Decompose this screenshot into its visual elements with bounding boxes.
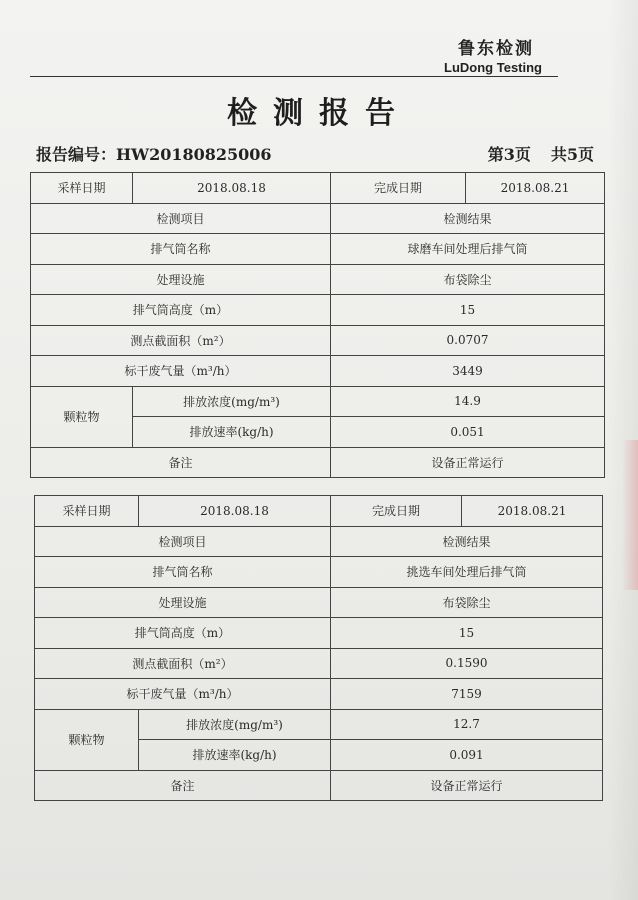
item-header: 检测项目 — [35, 526, 331, 557]
rate-value: 0.051 — [331, 417, 605, 448]
table-row — [35, 770, 603, 801]
brand-name-cn: 鲁东检测 — [458, 39, 534, 59]
flow-value: 7159 — [331, 679, 603, 710]
test-table-2 — [34, 495, 603, 801]
concentration-label: 排放浓度(mg/m³) — [139, 709, 331, 740]
table-row — [35, 618, 603, 649]
rate-value: 0.091 — [331, 740, 603, 771]
height-label: 排气筒高度（m） — [31, 295, 331, 326]
result-header: 检测结果 — [331, 203, 605, 234]
height-label: 排气筒高度（m） — [35, 618, 331, 649]
item-header: 检测项目 — [31, 203, 331, 234]
table-row — [31, 234, 605, 265]
sampling-date-label: 采样日期 — [35, 496, 139, 527]
completion-date-value: 2018.08.21 — [466, 173, 605, 204]
area-value: 0.0707 — [331, 325, 605, 356]
page-current: 第3页 — [487, 145, 531, 164]
table-row — [35, 496, 603, 527]
page-info — [468, 142, 594, 165]
table-row — [35, 557, 603, 588]
stack-name-value: 球磨车间处理后排气筒 — [331, 234, 605, 265]
remark-label: 备注 — [35, 770, 331, 801]
facility-value: 布袋除尘 — [331, 587, 603, 618]
concentration-value: 12.7 — [331, 709, 603, 740]
completion-date-label: 完成日期 — [331, 496, 462, 527]
remark-value: 设备正常运行 — [331, 447, 605, 478]
test-table-1 — [30, 172, 605, 478]
height-value: 15 — [331, 295, 605, 326]
table-row — [31, 447, 605, 478]
flow-label: 标干废气量（m³/h） — [35, 679, 331, 710]
table-row — [31, 386, 605, 417]
concentration-value: 14.9 — [331, 386, 605, 417]
table-row — [31, 295, 605, 326]
table-row — [31, 356, 605, 387]
facility-label: 处理设施 — [35, 587, 331, 618]
table-row — [35, 526, 603, 557]
facility-value: 布袋除尘 — [331, 264, 605, 295]
facility-label: 处理设施 — [31, 264, 331, 295]
remark-value: 设备正常运行 — [331, 770, 603, 801]
stack-name-label: 排气筒名称 — [35, 557, 331, 588]
page-total: 共5页 — [550, 145, 594, 164]
brand-name-en: LuDong Testing — [444, 60, 542, 75]
stack-name-value: 挑选车间处理后排气筒 — [331, 557, 603, 588]
area-label: 测点截面积（m²） — [31, 325, 331, 356]
flow-label: 标干废气量（m³/h） — [31, 356, 331, 387]
concentration-label: 排放浓度(mg/m³) — [133, 386, 331, 417]
table-row — [35, 648, 603, 679]
table-row — [35, 709, 603, 740]
table-row — [31, 264, 605, 295]
table-row — [35, 587, 603, 618]
particulate-label: 颗粒物 — [31, 386, 133, 447]
table-row — [31, 203, 605, 234]
completion-date-label: 完成日期 — [331, 173, 466, 204]
stack-name-label: 排气筒名称 — [31, 234, 331, 265]
sampling-date-label: 采样日期 — [31, 173, 133, 204]
area-value: 0.1590 — [331, 648, 603, 679]
rate-label: 排放速率(kg/h) — [139, 740, 331, 771]
sampling-date-value: 2018.08.18 — [133, 173, 331, 204]
completion-date-value: 2018.08.21 — [462, 496, 603, 527]
result-header: 检测结果 — [331, 526, 603, 557]
table-row — [35, 679, 603, 710]
edge-seal-stamp — [622, 440, 638, 590]
rate-label: 排放速率(kg/h) — [133, 417, 331, 448]
sampling-date-value: 2018.08.18 — [139, 496, 331, 527]
table-row — [31, 173, 605, 204]
area-label: 测点截面积（m²） — [35, 648, 331, 679]
report-number: 报告编号：HW20180825006 — [36, 145, 272, 164]
flow-value: 3449 — [331, 356, 605, 387]
remark-label: 备注 — [31, 447, 331, 478]
report-title: 检测报告 — [227, 96, 411, 131]
header-divider — [30, 76, 558, 77]
particulate-label: 颗粒物 — [35, 709, 139, 770]
height-value: 15 — [331, 618, 603, 649]
table-row — [31, 325, 605, 356]
